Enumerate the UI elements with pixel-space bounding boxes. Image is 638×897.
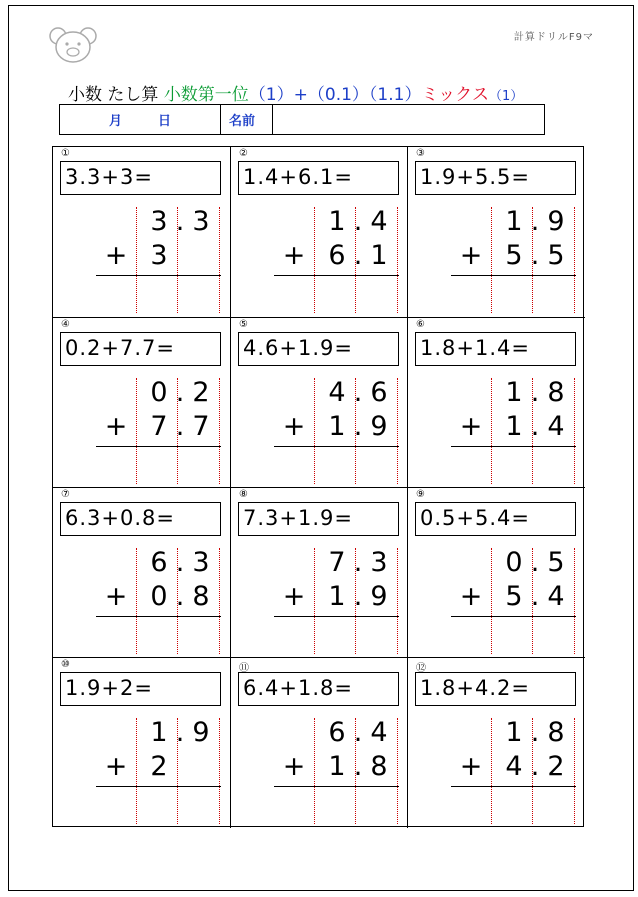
- equation-box: 1.9+2=: [60, 672, 221, 706]
- addend-digit: 1: [505, 377, 523, 408]
- problem-grid: [52, 146, 584, 827]
- problem-number: ②: [239, 148, 248, 159]
- sum-line: [274, 275, 399, 276]
- addend-digit: .: [175, 411, 185, 442]
- addend-digit: 6: [150, 547, 168, 578]
- problem-cell: [407, 147, 585, 317]
- addend-digit: .: [530, 547, 540, 578]
- problem-cell: [230, 487, 408, 658]
- problem-cell: [53, 657, 230, 828]
- problem-cell: [407, 317, 585, 488]
- problem-number: ⑩: [61, 659, 70, 670]
- addend-digit: .: [353, 751, 363, 782]
- answer-area[interactable]: [451, 277, 576, 313]
- addend-digit: .: [530, 377, 540, 408]
- title-part-2: 小数第一位: [163, 85, 249, 105]
- addend-digit: 1: [370, 240, 388, 271]
- addend-digit: 1: [505, 717, 523, 748]
- addend-digit: .: [530, 581, 540, 612]
- addend-digit: 1: [328, 751, 346, 782]
- problem-cell: [407, 487, 585, 658]
- plus-sign: +: [282, 751, 306, 782]
- addend-digit: 4: [505, 751, 523, 782]
- addend-digit: 3: [192, 547, 210, 578]
- problem-number: ⑫: [416, 663, 426, 674]
- addend-digit: 3: [192, 206, 210, 237]
- problem-number: ⑥: [416, 319, 425, 330]
- problem-number: ④: [61, 319, 70, 330]
- plus-sign: +: [104, 411, 128, 442]
- bear-logo-icon: [48, 26, 98, 64]
- problem-cell: [230, 317, 408, 488]
- equation-box: 4.6+1.9=: [238, 332, 399, 366]
- brand-label: 計算ドリルF9マ: [513, 32, 594, 43]
- addend-digit: 1: [505, 206, 523, 237]
- equation-box: 0.5+5.4=: [415, 502, 576, 536]
- addend-digit: 3: [370, 547, 388, 578]
- sum-line: [451, 616, 576, 617]
- problem-number: ⑪: [239, 663, 249, 674]
- sum-line: [451, 446, 576, 447]
- addend-digit: 7: [150, 411, 168, 442]
- month-label: 月: [108, 114, 122, 129]
- addend-digit: 1: [150, 717, 168, 748]
- equation-box: 3.3+3=: [60, 161, 221, 195]
- addend-digit: .: [530, 751, 540, 782]
- plus-sign: +: [282, 240, 306, 271]
- addend-digit: 8: [547, 377, 565, 408]
- problem-cell: [53, 487, 230, 658]
- answer-area[interactable]: [451, 788, 576, 824]
- plus-sign: +: [282, 581, 306, 612]
- addend-digit: 8: [192, 581, 210, 612]
- title-part-3: （1）+（0.1）（1.1）: [248, 85, 422, 105]
- answer-area[interactable]: [274, 277, 399, 313]
- addend-digit: 6: [370, 377, 388, 408]
- addend-digit: 0: [505, 547, 523, 578]
- sum-line: [96, 275, 221, 276]
- addend-digit: .: [175, 581, 185, 612]
- addend-digit: 4: [547, 581, 565, 612]
- problem-number: ⑨: [416, 489, 425, 500]
- addend-digit: 2: [150, 751, 168, 782]
- plus-sign: +: [459, 581, 483, 612]
- addend-digit: 4: [328, 377, 346, 408]
- date-field[interactable]: [60, 105, 221, 134]
- answer-area[interactable]: [274, 448, 399, 484]
- addend-digit: .: [353, 411, 363, 442]
- name-label: 名前: [221, 105, 273, 134]
- addend-digit: .: [175, 206, 185, 237]
- answer-area[interactable]: [451, 448, 576, 484]
- addend-digit: 0: [150, 581, 168, 612]
- problem-number: ⑧: [239, 489, 248, 500]
- sum-line: [451, 786, 576, 787]
- plus-sign: +: [104, 581, 128, 612]
- problem-cell: [53, 317, 230, 488]
- addend-digit: 5: [505, 581, 523, 612]
- addend-digit: 6: [328, 240, 346, 271]
- answer-area[interactable]: [96, 788, 221, 824]
- sum-line: [96, 616, 221, 617]
- addend-digit: .: [530, 411, 540, 442]
- addend-digit: 0: [150, 377, 168, 408]
- plus-sign: +: [459, 751, 483, 782]
- problem-number: ⑦: [61, 489, 70, 500]
- addend-digit: 3: [150, 240, 168, 271]
- plus-sign: +: [104, 240, 128, 271]
- addend-digit: 6: [328, 717, 346, 748]
- addend-digit: 1: [328, 206, 346, 237]
- addend-digit: 4: [370, 717, 388, 748]
- addend-digit: 1: [328, 581, 346, 612]
- addend-digit: 4: [547, 411, 565, 442]
- title-part-4: ミックス: [421, 85, 489, 105]
- problem-number: ⑤: [239, 319, 248, 330]
- addend-digit: 5: [547, 240, 565, 271]
- plus-sign: +: [104, 751, 128, 782]
- answer-area[interactable]: [96, 448, 221, 484]
- problem-cell: [230, 657, 408, 828]
- addend-digit: 3: [150, 206, 168, 237]
- addend-digit: 1: [328, 411, 346, 442]
- plus-sign: +: [459, 411, 483, 442]
- answer-area[interactable]: [274, 788, 399, 824]
- equation-box: 1.8+1.4=: [415, 332, 576, 366]
- addend-digit: 2: [192, 377, 210, 408]
- addend-digit: 2: [547, 751, 565, 782]
- addend-digit: 1: [505, 411, 523, 442]
- addend-digit: 9: [370, 411, 388, 442]
- plus-sign: +: [282, 411, 306, 442]
- problem-number: ①: [61, 148, 70, 159]
- title-part-5: （1）: [488, 89, 524, 104]
- addend-digit: .: [175, 377, 185, 408]
- addend-digit: .: [530, 717, 540, 748]
- sum-line: [274, 786, 399, 787]
- answer-area[interactable]: [96, 618, 221, 654]
- addend-digit: 7: [328, 547, 346, 578]
- addend-digit: .: [353, 377, 363, 408]
- answer-area[interactable]: [274, 618, 399, 654]
- sum-line: [96, 446, 221, 447]
- equation-box: 6.4+1.8=: [238, 672, 399, 706]
- title-part-1: 小数 たし算: [68, 85, 164, 105]
- equation-box: 1.8+4.2=: [415, 672, 576, 706]
- addend-digit: .: [353, 717, 363, 748]
- equation-box: 7.3+1.9=: [238, 502, 399, 536]
- addend-digit: .: [530, 240, 540, 271]
- addend-digit: 9: [547, 206, 565, 237]
- equation-box: 1.9+5.5=: [415, 161, 576, 195]
- answer-area[interactable]: [96, 277, 221, 313]
- addend-digit: .: [175, 547, 185, 578]
- addend-digit: 8: [370, 751, 388, 782]
- answer-area[interactable]: [451, 618, 576, 654]
- addend-digit: .: [353, 240, 363, 271]
- addend-digit: .: [353, 547, 363, 578]
- equation-box: 6.3+0.8=: [60, 502, 221, 536]
- equation-box: 1.4+6.1=: [238, 161, 399, 195]
- addend-digit: 9: [370, 581, 388, 612]
- addend-digit: 4: [370, 206, 388, 237]
- addend-digit: 5: [547, 547, 565, 578]
- sum-line: [274, 616, 399, 617]
- problem-number: ③: [416, 148, 425, 159]
- date-name-row: [59, 104, 545, 135]
- problem-cell: [230, 147, 408, 317]
- name-field[interactable]: [273, 105, 544, 134]
- plus-sign: +: [459, 240, 483, 271]
- problem-cell: [53, 147, 230, 317]
- addend-digit: .: [175, 717, 185, 748]
- addend-digit: .: [353, 206, 363, 237]
- sum-line: [451, 275, 576, 276]
- addend-digit: .: [353, 581, 363, 612]
- worksheet-title: [68, 80, 523, 105]
- addend-digit: 7: [192, 411, 210, 442]
- sum-line: [96, 786, 221, 787]
- day-label: 日: [158, 114, 172, 129]
- sum-line: [274, 446, 399, 447]
- equation-box: 0.2+7.7=: [60, 332, 221, 366]
- addend-digit: 8: [547, 717, 565, 748]
- addend-digit: .: [530, 206, 540, 237]
- addend-digit: 5: [505, 240, 523, 271]
- addend-digit: 9: [192, 717, 210, 748]
- problem-cell: [407, 657, 585, 828]
